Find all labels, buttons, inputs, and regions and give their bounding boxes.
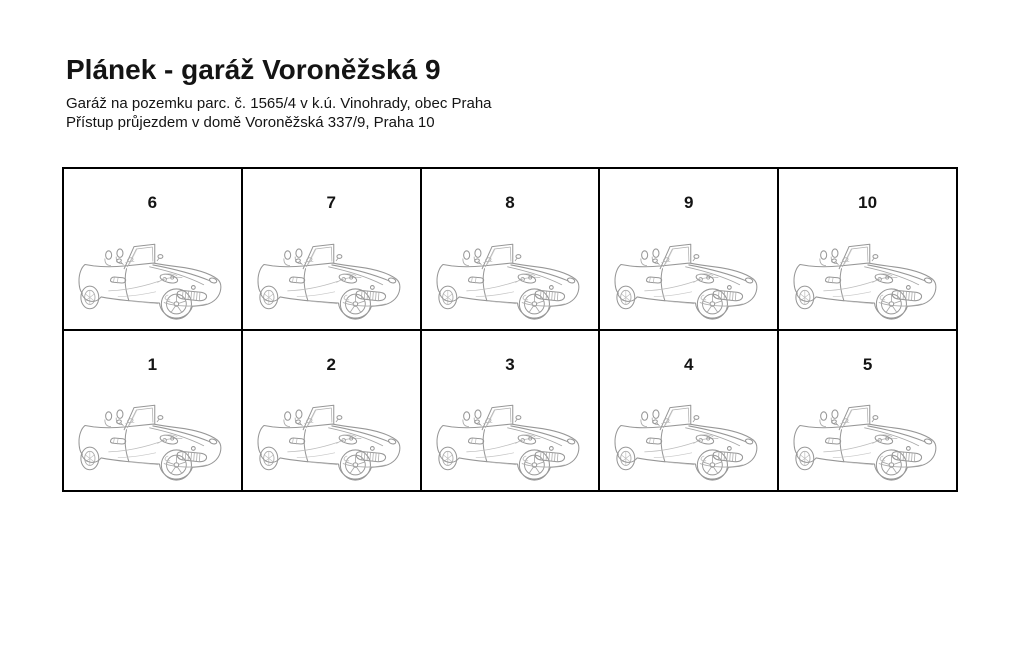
parking-cell-9 [599,168,778,330]
page-title: Plánek - garáž Voroněžská 9 [66,54,441,85]
car-sketch-icon [71,396,231,486]
parking-number: 3 [505,354,515,374]
parking-number: 9 [684,193,694,212]
parking-number: 6 [147,193,158,212]
car-sketch-icon [607,396,767,486]
parking-number: 8 [505,193,515,212]
car-sketch-icon [71,235,231,325]
subtitle-line-1: Garáž na pozemku parc. č. 1565/4 v k.ú. Vinohrady, obec Praha [66,95,492,112]
parking-cell-10 [778,168,957,330]
parking-number: 2 [326,354,336,374]
car-sketch-icon [786,235,946,325]
car-sketch-icon [429,396,589,486]
parking-cell-6 [63,168,242,330]
parking-cell-5 [778,330,957,492]
parking-cell-7 [242,168,421,330]
car-sketch-icon [607,235,767,325]
parking-number: 5 [862,354,873,374]
parking-cell-4 [599,330,778,492]
parking-number: 1 [147,354,158,374]
subtitle-line-2: Přístup průjezdem v domě Voroněžská 337/9, Praha 10 [66,114,435,131]
parking-cell-8 [421,168,600,330]
parking-number: 7 [326,193,336,212]
parking-cell-3 [421,330,600,492]
car-sketch-icon [786,396,946,486]
car-sketch-icon [250,396,410,486]
parking-number: 10 [858,193,878,212]
parking-cell-2 [242,330,421,492]
car-sketch-icon [429,235,589,325]
parking-number: 4 [684,354,694,374]
parking-cell-1 [63,330,242,492]
parking-grid [62,167,958,492]
car-sketch-icon [250,235,410,325]
